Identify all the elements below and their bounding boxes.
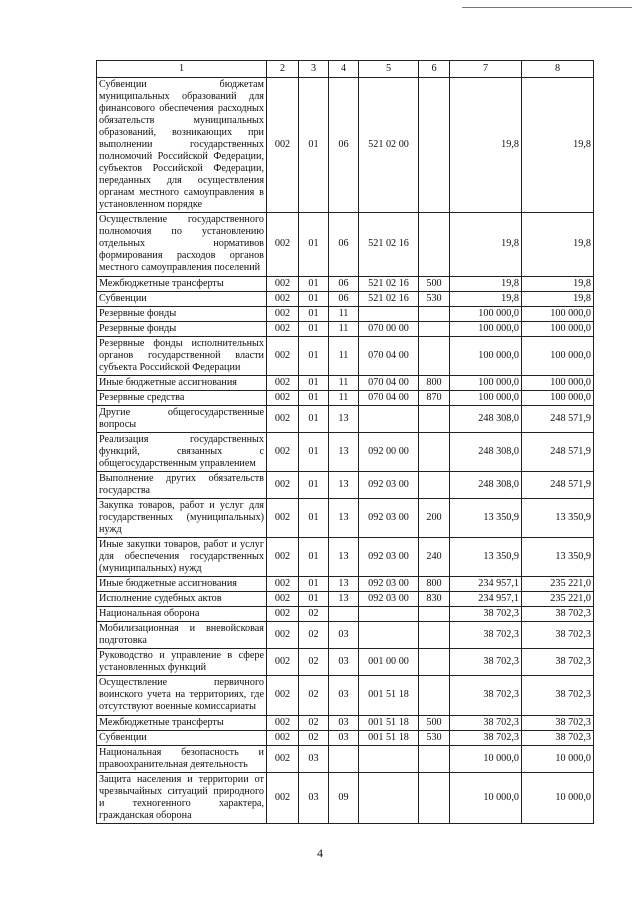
row-name-cell: Выполнение других обязательств государства [97,471,267,498]
row-name-cell: Мобилизационная и вневойсковая подготовка [97,622,267,649]
target-item-cell: 001 51 18 [359,676,419,715]
ministry-code-cell: 002 [267,592,299,607]
amount-year1-cell: 19,8 [450,78,522,213]
amount-year2-cell: 38 702,3 [522,715,594,730]
amount-year2-cell: 248 571,9 [522,405,594,432]
amount-year1-cell: 19,8 [450,276,522,291]
target-item-cell: 521 02 16 [359,276,419,291]
section-code-cell: 01 [299,291,329,306]
ministry-code-cell: 002 [267,676,299,715]
section-code-cell: 02 [299,622,329,649]
expense-type-cell: 870 [419,390,450,405]
table-row [97,676,594,715]
section-code-cell: 01 [299,432,329,471]
subsection-code-cell: 13 [329,471,359,498]
target-item-cell: 001 51 18 [359,715,419,730]
target-item-cell: 092 03 00 [359,499,419,538]
amount-year2-cell: 248 571,9 [522,471,594,498]
row-name-cell: Субвенции [97,291,267,306]
target-item-cell: 001 00 00 [359,649,419,676]
amount-year1-cell: 10 000,0 [450,745,522,772]
section-code-cell: 01 [299,375,329,390]
row-name-cell: Другие общегосударственные вопросы [97,405,267,432]
subsection-code-cell: 13 [329,592,359,607]
amount-year1-cell: 38 702,3 [450,730,522,745]
amount-year1-cell: 234 957,1 [450,592,522,607]
amount-year2-cell: 235 221,0 [522,592,594,607]
expense-type-cell: 200 [419,499,450,538]
ministry-code-cell: 002 [267,577,299,592]
ministry-code-cell: 002 [267,471,299,498]
amount-year1-cell: 13 350,9 [450,499,522,538]
row-name-cell: Межбюджетные трансферты [97,276,267,291]
section-code-cell: 01 [299,538,329,577]
subsection-code-cell: 03 [329,649,359,676]
expense-type-cell [419,676,450,715]
target-item-cell: 070 04 00 [359,336,419,375]
amount-year2-cell: 248 571,9 [522,432,594,471]
ministry-code-cell: 002 [267,772,299,823]
top-rule [462,7,632,8]
ministry-code-cell: 002 [267,390,299,405]
row-name-cell: Защита населения и территории от чрезвычайных ситуаций природного и техногенного характера, гражданская оборона [97,772,267,823]
target-item-cell: 092 03 00 [359,471,419,498]
ministry-code-cell: 002 [267,405,299,432]
row-name-cell: Осуществление первичного воинского учета на территориях, где отсутствуют военные комиссариаты [97,676,267,715]
subsection-code-cell: 03 [329,676,359,715]
row-name-cell: Резервные средства [97,390,267,405]
row-name-cell: Межбюджетные трансферты [97,715,267,730]
expense-type-cell: 800 [419,375,450,390]
table-row [97,592,594,607]
expense-type-cell [419,405,450,432]
target-item-cell [359,622,419,649]
subsection-code-cell: 03 [329,622,359,649]
amount-year1-cell: 248 308,0 [450,471,522,498]
subsection-code-cell: 06 [329,78,359,213]
table-row [97,276,594,291]
section-code-cell: 01 [299,276,329,291]
table-row [97,321,594,336]
table-row [97,390,594,405]
ministry-code-cell: 002 [267,730,299,745]
amount-year1-cell: 100 000,0 [450,336,522,375]
ministry-code-cell: 002 [267,432,299,471]
subsection-code-cell: 06 [329,291,359,306]
header-cell: 6 [419,61,450,78]
section-code-cell: 01 [299,213,329,276]
table-row [97,471,594,498]
expense-type-cell [419,336,450,375]
subsection-code-cell: 03 [329,730,359,745]
section-code-cell: 02 [299,649,329,676]
section-code-cell: 01 [299,592,329,607]
table-row [97,730,594,745]
expense-type-cell: 500 [419,715,450,730]
table-row [97,78,594,213]
section-code-cell: 01 [299,390,329,405]
section-code-cell: 01 [299,405,329,432]
amount-year2-cell: 19,8 [522,276,594,291]
header-cell: 7 [450,61,522,78]
header-row [97,61,594,78]
target-item-cell: 070 04 00 [359,375,419,390]
expense-type-cell [419,607,450,622]
amount-year2-cell: 19,8 [522,78,594,213]
section-code-cell: 03 [299,745,329,772]
table-row [97,772,594,823]
target-item-cell: 070 00 00 [359,321,419,336]
target-item-cell [359,772,419,823]
table-row [97,432,594,471]
target-item-cell: 001 51 18 [359,730,419,745]
table-row [97,715,594,730]
expense-type-cell [419,649,450,676]
subsection-code-cell: 03 [329,715,359,730]
ministry-code-cell: 002 [267,649,299,676]
amount-year2-cell: 100 000,0 [522,390,594,405]
amount-year1-cell: 100 000,0 [450,321,522,336]
amount-year1-cell: 10 000,0 [450,772,522,823]
target-item-cell: 521 02 16 [359,213,419,276]
expense-type-cell: 530 [419,291,450,306]
subsection-code-cell: 11 [329,390,359,405]
subsection-code-cell: 11 [329,321,359,336]
expense-type-cell [419,306,450,321]
subsection-code-cell: 11 [329,306,359,321]
ministry-code-cell: 002 [267,538,299,577]
table-row [97,622,594,649]
amount-year1-cell: 38 702,3 [450,622,522,649]
ministry-code-cell: 002 [267,291,299,306]
header-cell: 1 [97,61,267,78]
row-name-cell: Осуществление государственного полномочия по установлению отдельных нормативов формирования расходов органов местного самоуправления поселений [97,213,267,276]
row-name-cell: Резервные фонды исполнительных органов государственной власти субъекта Российской Федерации [97,336,267,375]
target-item-cell: 521 02 00 [359,78,419,213]
section-code-cell: 01 [299,471,329,498]
ministry-code-cell: 002 [267,715,299,730]
amount-year2-cell: 19,8 [522,213,594,276]
amount-year1-cell: 248 308,0 [450,432,522,471]
subsection-code-cell: 11 [329,375,359,390]
amount-year1-cell: 100 000,0 [450,375,522,390]
table-row [97,213,594,276]
amount-year1-cell: 248 308,0 [450,405,522,432]
amount-year1-cell: 38 702,3 [450,649,522,676]
section-code-cell: 01 [299,306,329,321]
amount-year2-cell: 19,8 [522,291,594,306]
target-item-cell: 092 00 00 [359,432,419,471]
table-row [97,577,594,592]
subsection-code-cell: 13 [329,405,359,432]
ministry-code-cell: 002 [267,306,299,321]
header-cell: 8 [522,61,594,78]
amount-year1-cell: 38 702,3 [450,607,522,622]
ministry-code-cell: 002 [267,336,299,375]
amount-year2-cell: 13 350,9 [522,538,594,577]
amount-year1-cell: 19,8 [450,213,522,276]
expense-type-cell: 500 [419,276,450,291]
table-row [97,538,594,577]
amount-year2-cell: 100 000,0 [522,375,594,390]
expense-type-cell [419,321,450,336]
expense-type-cell [419,78,450,213]
row-name-cell: Национальная оборона [97,607,267,622]
table-row [97,745,594,772]
section-code-cell: 02 [299,730,329,745]
amount-year1-cell: 100 000,0 [450,306,522,321]
table-row [97,649,594,676]
ministry-code-cell: 002 [267,745,299,772]
table-row [97,291,594,306]
section-code-cell: 01 [299,499,329,538]
section-code-cell: 02 [299,676,329,715]
amount-year1-cell: 100 000,0 [450,390,522,405]
row-name-cell: Руководство и управление в сфере установленных функций [97,649,267,676]
subsection-code-cell: 13 [329,577,359,592]
subsection-code-cell [329,607,359,622]
amount-year2-cell: 38 702,3 [522,649,594,676]
row-name-cell: Резервные фонды [97,321,267,336]
budget-table [96,60,594,824]
header-cell: 2 [267,61,299,78]
ministry-code-cell: 002 [267,78,299,213]
expense-type-cell [419,471,450,498]
section-code-cell: 01 [299,321,329,336]
ministry-code-cell: 002 [267,622,299,649]
ministry-code-cell: 002 [267,375,299,390]
target-item-cell [359,306,419,321]
expense-type-cell: 800 [419,577,450,592]
amount-year1-cell: 38 702,3 [450,676,522,715]
subsection-code-cell: 06 [329,213,359,276]
subsection-code-cell [329,745,359,772]
amount-year1-cell: 234 957,1 [450,577,522,592]
expense-type-cell [419,213,450,276]
expense-type-cell: 530 [419,730,450,745]
table-row [97,306,594,321]
target-item-cell [359,607,419,622]
amount-year2-cell: 13 350,9 [522,499,594,538]
ministry-code-cell: 002 [267,321,299,336]
amount-year2-cell: 38 702,3 [522,607,594,622]
expense-type-cell: 240 [419,538,450,577]
table-row [97,499,594,538]
amount-year2-cell: 38 702,3 [522,730,594,745]
header-cell: 5 [359,61,419,78]
amount-year2-cell: 10 000,0 [522,745,594,772]
amount-year2-cell: 235 221,0 [522,577,594,592]
header-cell: 4 [329,61,359,78]
target-item-cell: 092 03 00 [359,577,419,592]
table-row [97,607,594,622]
page-number: 4 [317,846,323,860]
row-name-cell: Реализация государственных функций, связанных с общегосударственным управлением [97,432,267,471]
amount-year2-cell: 100 000,0 [522,321,594,336]
subsection-code-cell: 11 [329,336,359,375]
ministry-code-cell: 002 [267,499,299,538]
row-name-cell: Субвенции [97,730,267,745]
subsection-code-cell: 13 [329,499,359,538]
row-name-cell: Субвенции бюджетам муниципальных образований для финансового обеспечения расходных обязательств муниципальных образований, возникающих при выполнении государственных полномочий Российской Федерации, субъектов Российской Федерации, переданных для осуществления органам местного самоуправления в установленном порядке [97,78,267,213]
subsection-code-cell: 13 [329,538,359,577]
amount-year1-cell: 19,8 [450,291,522,306]
expense-type-cell [419,622,450,649]
amount-year2-cell: 10 000,0 [522,772,594,823]
row-name-cell: Национальная безопасность и правоохранительная деятельность [97,745,267,772]
table-row [97,405,594,432]
target-item-cell [359,405,419,432]
target-item-cell: 092 03 00 [359,592,419,607]
amount-year2-cell: 38 702,3 [522,622,594,649]
row-name-cell: Иные закупки товаров, работ и услуг для обеспечения государственных (муниципальных) нужд [97,538,267,577]
row-name-cell: Исполнение судебных актов [97,592,267,607]
section-code-cell: 02 [299,607,329,622]
target-item-cell: 521 02 16 [359,291,419,306]
amount-year2-cell: 100 000,0 [522,336,594,375]
row-name-cell: Иные бюджетные ассигнования [97,375,267,390]
section-code-cell: 01 [299,336,329,375]
row-name-cell: Закупка товаров, работ и услуг для государственных (муниципальных) нужд [97,499,267,538]
row-name-cell: Иные бюджетные ассигнования [97,577,267,592]
subsection-code-cell: 06 [329,276,359,291]
target-item-cell [359,745,419,772]
target-item-cell: 092 03 00 [359,538,419,577]
subsection-code-cell: 13 [329,432,359,471]
section-code-cell: 02 [299,715,329,730]
amount-year2-cell: 38 702,3 [522,676,594,715]
ministry-code-cell: 002 [267,607,299,622]
expense-type-cell: 830 [419,592,450,607]
expense-type-cell [419,432,450,471]
amount-year2-cell: 100 000,0 [522,306,594,321]
ministry-code-cell: 002 [267,213,299,276]
section-code-cell: 01 [299,577,329,592]
section-code-cell: 01 [299,78,329,213]
expense-type-cell [419,745,450,772]
amount-year1-cell: 38 702,3 [450,715,522,730]
header-cell: 3 [299,61,329,78]
target-item-cell: 070 04 00 [359,390,419,405]
section-code-cell: 03 [299,772,329,823]
table-row [97,336,594,375]
subsection-code-cell: 09 [329,772,359,823]
table-row [97,375,594,390]
expense-type-cell [419,772,450,823]
amount-year1-cell: 13 350,9 [450,538,522,577]
row-name-cell: Резервные фонды [97,306,267,321]
ministry-code-cell: 002 [267,276,299,291]
